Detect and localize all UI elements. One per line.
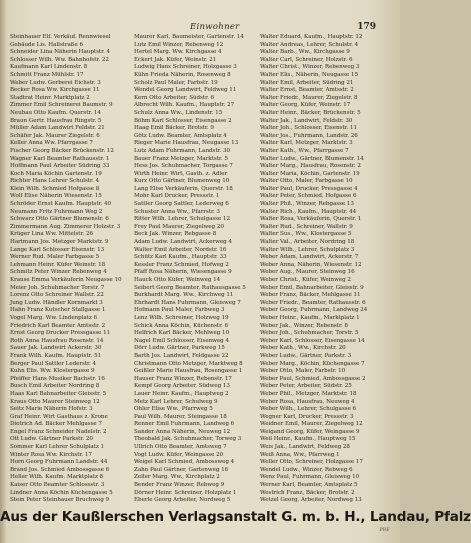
directory-entry: Weber Aug., Maurer, Steinweg 16 xyxy=(260,269,355,276)
footer-code: PRF xyxy=(379,527,390,533)
directory-entry: Frank Wilh. Kaufm. Hauptstr. 51 xyxy=(10,352,102,359)
directory-entry: Walter Rud., Schreiner, Wallstr. 9 xyxy=(260,223,353,230)
directory-entry: Lutz Adam Fuhrmann, Landstr. 30 xyxy=(134,147,231,154)
column-2 xyxy=(134,34,252,504)
directory-entry: Mohr Karl Drucker, Pressstr. 1 xyxy=(134,193,220,200)
directory-entry: Weber Adam, Landwirt, Ackerstr. 7 xyxy=(260,254,359,261)
directory-entry: Wirth Heinr. Wirt, Gasth. z. Adler xyxy=(134,170,228,177)
directory-entry: Hertel Marg. Ww. Kirchgasse 4 xyxy=(134,49,222,56)
directory-entry: Weber Christ., Küfer, Weinweg 2 xyxy=(260,277,351,283)
directory-entry: Frey Paul Maurer, Ziegelweg 20 xyxy=(134,223,224,230)
directory-entry: Weigel Karl Schmied, Ambossweg 4 xyxy=(134,459,235,466)
page-number: 179 xyxy=(357,22,376,32)
directory-entry: Lauer Heinr. Kaufm., Hauptweg 2 xyxy=(134,390,229,397)
directory-entry: Walter Elis., Näherin, Neugasse 15 xyxy=(260,71,358,78)
directory-entry: Hahn Franz Kutscher Stallgasse 1 xyxy=(10,307,106,314)
directory-entry: Weber Emil, Bahnarbeiter, Gleisstr. 9 xyxy=(260,284,364,291)
directory-entry: Krüger Lina Ww. Mittelstr. 26 xyxy=(10,231,93,238)
directory-entry: Metz Karl Lehrer, Schulweg 9 xyxy=(134,398,218,405)
directory-entry: Werner Karl, Beamter, Amtsplatz 5 xyxy=(260,482,358,489)
directory-entry: Weber Ludw. Gerberei Eichstr. 3 xyxy=(10,79,101,86)
directory-entry: Kempf Georg Arbeiter, Südweg 13 xyxy=(134,383,230,390)
directory-entry: Walter Val., Arbeiter, Nordring 18 xyxy=(260,239,355,246)
directory-entry: Sommer Karl Lehrer Schulplatz 1 xyxy=(10,444,105,451)
directory-entry: Stein Peter Steinhauer Bruchweg 9 xyxy=(10,497,109,504)
directory-entry: Neubau Otto Kaufm. Querstr. 14 xyxy=(10,109,101,116)
directory-entry: Christmann Otto Metzger, Marktweg 8 xyxy=(134,360,243,367)
directory-entry: Schwarz Otto Gärtner Blumenstr. 6 xyxy=(10,216,109,223)
directory-entry: Walter Carl, Schreiner, Holzstr. 6 xyxy=(260,56,353,63)
directory-entry: Rieger Marie Hausfrau, Neugasse 13 xyxy=(134,140,239,147)
directory-entry: Graf Heinr. Wirt Gasthaus z. Krone xyxy=(10,413,108,420)
directory-entry: Weidner Emil, Maurer, Ziegelweg 12 xyxy=(260,421,363,428)
directory-entry: Krause Emma Verkäuferin Neugasse 10 xyxy=(10,277,122,283)
directory-entry: Walter Friedr., Maurer, Ziegelstr. 8 xyxy=(260,94,358,101)
directory-entry: Braun Gertr. Hausfrau Ringstr. 5 xyxy=(10,117,102,124)
directory-entry: Lehmann Heinr. Küfer Weinstr. 18 xyxy=(10,261,106,268)
directory-entry: Renner Emil Fuhrmann, Landweg 6 xyxy=(134,421,235,428)
directory-entry: Schneider Lina Näherin Hauptstr. 4 xyxy=(10,49,111,56)
directory-entry: Hoffmann Paul Arbeiter Südring 33 xyxy=(10,163,110,170)
directory-entry: Walter Phil., Winzer, Rebgasse 13 xyxy=(260,201,354,208)
directory-entry: Weber Heinr., Kaufm., Marktplatz 1 xyxy=(260,314,360,321)
directory-entry: Zeller Marg. Ww., Kirchplatz 2 xyxy=(134,474,220,481)
directory-entry: Albrecht Wilh. Kaufm., Hauptstr. 27 xyxy=(134,102,235,109)
directory-entry: Gebäude Lis. Hallstraße 6 xyxy=(10,41,83,48)
directory-entry: Walter Peter, Schmied, Hofgasse 6 xyxy=(260,193,357,200)
directory-entry: Lorenz Otto Schreiner Wallstr. 22 xyxy=(10,292,104,299)
directory-entry: Jung Ludw. Händler Kornmarkt 3 xyxy=(10,299,103,306)
directory-entry: Horn Georg Fuhrmann Landstr. 44 xyxy=(10,459,108,466)
directory-entry: Kaiser Otto Beamter Schlossstr. 3 xyxy=(10,482,105,489)
directory-entry: Seitz Marie Näherin Hofstr. 3 xyxy=(10,406,93,413)
directory-entry: Ohler Elise Ww., Pfarrweg 5 xyxy=(134,406,213,413)
directory-entry: Walter Georg, Küfer, Weinstr. 17 xyxy=(260,102,351,109)
directory-entry: Seibert Georg Beamter, Rathausgasse 5 xyxy=(134,284,246,291)
directory-entry: Koch Maria Köchin Gartenstr. 19 xyxy=(10,170,102,177)
directory-entry: Schuster Anna Ww., Pfarrstr. 3 xyxy=(134,208,220,215)
directory-entry: Kurz Otto Gärtner, Blumenweg 10 xyxy=(134,178,230,185)
directory-entry: Neumann Fritz Fuhrmann Weg 2 xyxy=(10,208,103,215)
directory-entry: Theobald Jak. Schuhmacher, Torweg 3 xyxy=(134,436,242,443)
directory-entry: Weber Peter, Arbeiter, Südstr. 25 xyxy=(260,383,352,390)
directory-entry: Busch Emil Arbeiter Nordring 8 xyxy=(10,383,100,390)
directory-entry: Keller Anna Ww. Pfarrgasse 7 xyxy=(10,140,93,147)
directory-entry: Kühn Frieda Näherin, Rosenweg 8 xyxy=(134,71,231,78)
directory-entry: Walter Sus., Ww., Klostergasse 5 xyxy=(260,231,352,238)
directory-entry: Ritter Wilh. Lehrer, Schulgasse 12 xyxy=(134,216,230,223)
directory-entry: Pfeiffer Hans Musiker Bachstr. 16 xyxy=(10,375,105,382)
directory-entry: Weber Wilh., Lehrer, Schulgasse 6 xyxy=(260,406,356,413)
directory-entry: Weber Kath., Ww., Kirchstr. 20 xyxy=(260,345,346,352)
directory-entry: Zimmermann Aug. Zimmerer Holzstr. 3 xyxy=(10,223,121,230)
directory-entry: Walter Karl, Metzger, Marktstr. 3 xyxy=(260,140,353,147)
directory-entry: Lange Karl Schlosser Eisenstr. 13 xyxy=(10,246,105,253)
directory-entry: Wolf Elise Näherin Wiesenstr. 15 xyxy=(10,193,102,200)
directory-entry: Wagner Karl Beamter Rathausstr. 1 xyxy=(10,155,110,162)
directory-entry: Walter Ludw., Gärtner, Blumenstr. 14 xyxy=(260,155,364,162)
directory-entry: Walter Wilh., Lehrer, Schulplatz 3 xyxy=(260,246,355,253)
directory-entry: Weber Georg, Fuhrmann, Landweg 24 xyxy=(260,307,368,314)
directory-entry: Kuhn Elis. Ww. Klostergasse 9 xyxy=(10,368,95,375)
directory-entry: Schmitt Franz Mühlstr. 17 xyxy=(10,71,84,78)
directory-entry: Hess Jos. Schuhmacher, Torgasse 7 xyxy=(134,163,233,170)
directory-entry: Burkhardt Marg. Ww., Kirchweg 11 xyxy=(134,292,234,299)
directory-entry: Weller Otto, Schreiner, Holzgasse 17 xyxy=(260,459,363,466)
directory-entry: Walter Jos., Fuhrmann, Landstr. 26 xyxy=(260,132,358,139)
directory-entry: Walter Emil Arbeiter, Nordstr. 16 xyxy=(134,246,227,253)
directory-entry: Helfrich Karl Bäcker, Mehlweg 10 xyxy=(134,330,230,337)
directory-entry: Walter Eduard, Kaufm., Hauptstr. 12 xyxy=(260,34,363,40)
directory-entry: Nagel Emil Schlosser, Eisenweg 4 xyxy=(134,337,229,344)
directory-entry: Berger Paul Sattler Lederstr. 4 xyxy=(10,360,97,367)
directory-entry: Weber Jak., Winzer, Rebenstr. 8 xyxy=(260,322,348,329)
directory-entry: Walter Emil, Arbeiter, Südring 21 xyxy=(260,79,354,86)
directory-entry: Schmitz Peter Winzer Rebenweg 4 xyxy=(10,269,107,276)
directory-entry: Fischer Georg Bäcker Brückenstr. 12 xyxy=(10,147,114,154)
directory-entry: Vogt Ludw. Küfer, Weingasse 20 xyxy=(134,451,224,458)
directory-entry: Dietrich Ad. Bäcker Mehlgasse 7 xyxy=(10,421,102,428)
directory-entry: Weber Friedr., Beamter, Rathausstr. 6 xyxy=(260,299,366,306)
directory-entry: Weber Joh., Schuhmacher, Torstr. 5 xyxy=(260,330,359,337)
directory-entry: Richter Hans Lehrer Schulstr. 4 xyxy=(10,178,99,185)
directory-entry: Geißler Marie Hausfrau, Rosengasse 1 xyxy=(134,368,243,375)
directory-entry: Wenz Paul, Fuhrmann, Gleisweg 10 xyxy=(260,474,360,481)
directory-entry: Brand Jos. Schmied Ambossgasse 6 xyxy=(10,466,110,473)
directory-entry: Schäfer Jak. Maurer Ziegelstr. 6 xyxy=(10,132,100,139)
directory-entry: Winter Rosa Ww. Kirchstr. 17 xyxy=(10,451,92,458)
directory-entry: Zimmer Emil Schreinerei Baumstr. 9 xyxy=(10,102,113,109)
directory-entry: Walter Joh., Schlosser, Eisenstr. 11 xyxy=(260,125,358,132)
directory-entry: Walter Heinr., Bäcker, Brückenstr. 5 xyxy=(260,109,361,116)
directory-entry: Walter Rosa, Verkäuferin, Querstr. 1 xyxy=(260,216,362,223)
directory-entry: Werner Rud. Maler Farbgasse 5 xyxy=(10,254,100,261)
directory-entry: Scholz Paul Maler, Farbstr. 19 xyxy=(134,79,218,86)
directory-entry: Eckert Jak. Küfer, Weinstr. 21 xyxy=(134,56,217,63)
directory-entry: Hartmann Jos. Metzger Marktstr. 9 xyxy=(10,239,109,246)
directory-entry: Lang Elise Verkäuferin, Querstr. 18 xyxy=(134,185,233,192)
directory-entry: Schick Anna Köchin, Küchenstr. 6 xyxy=(134,322,229,329)
directory-entry: Zahn Paul Gärtner, Gartenweg 16 xyxy=(134,466,229,473)
column-3 xyxy=(260,34,378,504)
directory-entry: Adam Ludw. Landwirt, Ackerweg 4 xyxy=(134,239,232,246)
directory-entry: Weis Jak., Landwirt, Feldweg 28 xyxy=(260,444,350,451)
directory-entry: Ernst Georg Drucker Pressgasse 11 xyxy=(10,330,111,337)
directory-entry: Weber Marg., Köchin, Küchengasse 7 xyxy=(260,360,365,367)
directory-entry: Weber Rosa, Hausfrau, Neuweg 4 xyxy=(260,398,355,405)
directory-entry: Ehrhardt Hans Fuhrmann, Gleisweg 7 xyxy=(134,299,241,306)
directory-entry: Ullrich Otto Beamter, Amtsweg 7 xyxy=(134,444,227,451)
directory-entry: Ott Ludw. Gärtner Parkstr. 20 xyxy=(10,436,93,443)
directory-entry: Walter Jak., Landwirt, Feldstr. 30 xyxy=(260,117,353,124)
directory-entry: Walter Ernst, Beamter, Amtsstr. 2 xyxy=(260,87,354,94)
directory-entry: Hofmann Paul Maler, Farbweg 3 xyxy=(134,307,225,314)
directory-entry: Friedrich Karl Beamter Amtsstr. 2 xyxy=(10,322,106,329)
directory-entry: Walter Barb., Ww., Kirchgasse 9 xyxy=(260,49,350,56)
directory-entry: Schröder Ernst Kaufm. Hauptstr. 40 xyxy=(10,201,112,208)
directory-entry: Weiß Anna, Ww., Pfarrweg 1 xyxy=(260,451,340,458)
directory-entry: Stadtrat Heinr. Marktplatz 2 xyxy=(10,94,90,101)
directory-entry: Weber Karl, Schlosser, Eisengasse 14 xyxy=(260,337,365,344)
directory-entry: Walter Maria, Köchin, Gartenstr. 19 xyxy=(260,170,360,177)
directory-entry: Weber Ludw., Gärtner, Parkstr. 3 xyxy=(260,352,352,359)
directory-entry: Weber Paul, Schmied, Ambossgasse 2 xyxy=(260,375,366,382)
directory-entry: Walter Rich., Kaufm., Hauptstr. 44 xyxy=(260,208,357,215)
running-title: Einwohner xyxy=(190,22,240,32)
directory-entry: Weigand Georg, Küfer, Weingasse 9 xyxy=(260,428,360,435)
directory-entry: Roth Anna Hausfrau Rosenstr. 14 xyxy=(10,337,104,344)
directory-entry: Hauser Franz Winzer, Rebenstr. 17 xyxy=(134,375,232,382)
directory-entry: Sauer Jak. Landwirt Ackerstr. 30 xyxy=(10,345,102,352)
directory-entry: Müller Adam Landwirt Feldstr. 21 xyxy=(10,125,105,132)
directory-entry: Lenz Wilh. Schreiner, Holzweg 19 xyxy=(134,314,229,321)
page-spine-shadow xyxy=(0,0,6,543)
directory-entry: Schulz Anna Ww., Lindenstr. 15 xyxy=(134,109,223,116)
directory-entry: Schütz Karl Kaufm., Hauptstr. 33 xyxy=(134,254,227,261)
directory-entry: Sattler Georg Sattler, Lederweg 6 xyxy=(134,201,229,208)
directory-entry: Paul Wilh. Maurer, Steingasse 18 xyxy=(134,413,227,420)
directory-entry: Lutz Emil Winzer, Rebenweg 12 xyxy=(134,41,224,48)
directory-entry: Eberle Georg Arbeiter, Nordweg 5 xyxy=(134,497,231,504)
directory-entry: Weber Anna, Näherin, Wiesenstr. 12 xyxy=(260,261,362,268)
directory-entry: Lindner Anna Köchin Küchengasse 5 xyxy=(10,489,113,496)
directory-entry: Haas Karl Bahnarbeiter Gleisstr. 5 xyxy=(10,390,107,397)
directory-entry: Engel Franz Schneider Nadelstr. 2 xyxy=(10,428,107,435)
directory-entry: Meier Joh. Schuhmacher Torstr. 7 xyxy=(10,284,105,291)
directory-entry: Wegner Karl, Drucker, Pressstr. 3 xyxy=(260,413,354,420)
directory-entry: Sander Anna Näherin, Neuweg 12 xyxy=(134,428,231,435)
directory-entry: Barth Jos. Landwirt, Feldgasse 22 xyxy=(134,352,229,359)
directory-entry: Westrich Franz, Bäcker, Brotstr. 2 xyxy=(260,489,355,496)
directory-entry: Klein Wilh. Schmied Hofgasse 8 xyxy=(10,185,100,192)
directory-entry: Weber Phil., Metzger, Marktstr. 18 xyxy=(260,390,357,397)
directory-entry: Schlosser Wilh. Ww. Bahnhofstr. 22 xyxy=(10,56,109,63)
directory-entry: Dörner Heinr. Schreiner, Holzplatz 1 xyxy=(134,489,237,496)
directory-entry: Ludwig Hans Schreiner, Holzgasse 3 xyxy=(134,64,237,71)
directory-entry: Steinhauer Elf. Verkäuf. Rennwiesel xyxy=(10,34,111,40)
directory-entry: Heller Wilh. Kaufm. Marktplatz 8 xyxy=(10,474,103,481)
directory-entry: Maurer Karl, Baumeister, Gartenstr. 14 xyxy=(134,34,244,40)
directory-entry: Weber Franz, Bäcker, Mehlgasse 11 xyxy=(260,292,361,299)
directory-entry: Haag Emil Bäcker, Brotstr. 9 xyxy=(134,125,214,132)
directory-entry: Beck Jak. Winzer, Rebgasse 8 xyxy=(134,231,217,238)
directory-entry: Dörr Ludw. Gärtner, Parkweg 15 xyxy=(134,345,225,352)
directory-entry: Böhm Karl Schlosser, Eisengasse 2 xyxy=(134,117,232,124)
directory-entry: Kaufmann Karl Lindenstr. 8 xyxy=(10,64,88,71)
directory-entry: Kern Otto Arbeiter, Südstr. 6 xyxy=(134,94,215,101)
directory-entry: Wendel Ludw., Winzer, Rebweg 6 xyxy=(260,466,353,473)
directory-entry: Walter Otto, Maler, Farbgasse 10 xyxy=(260,178,353,185)
directory-entry: Kraus Otto Maurer Steinweg 12 xyxy=(10,398,100,405)
directory-entry: Wetzel Georg, Arbeiter, Nordweg 13 xyxy=(260,497,362,504)
directory-entry: Hauck Otto Küfer, Weinweg 14 xyxy=(134,277,221,283)
directory-entry: Vogel Marg. Ww. Lindenplatz 6 xyxy=(10,314,98,321)
directory-entry: Becker Rosa Ww. Kirchgasse 11 xyxy=(10,87,100,94)
directory-entry: Walter Kath., Ww., Pfarrgasse 7 xyxy=(260,147,349,154)
column-1 xyxy=(10,34,128,504)
directory-entry: Wendel Georg Landwirt, Feldweg 11 xyxy=(134,87,237,94)
directory-entry: Bauer Franz Metzger, Marktstr. 5 xyxy=(134,155,228,162)
directory-entry: Kessler Franz Schmied, Hofweg 2 xyxy=(134,261,229,268)
directory-entry: Walter Christ., Winzer, Rebenweg 3 xyxy=(260,64,360,71)
directory-entry: Walter Andreas, Lehrer, Schulstr. 4 xyxy=(260,41,359,48)
directory-entry: Weber Otto, Maler, Farbstr. 10 xyxy=(260,368,346,375)
directory-entry: Bender Franz Winzer, Rebweg 9 xyxy=(134,482,225,489)
directory-entry: Pfaff Rosa Näherin, Wiesengasse 9 xyxy=(134,269,232,276)
directory-entry: Walter Marg., Hausfrau, Rosenstr. 2 xyxy=(260,163,361,170)
publisher-footer: Aus der Kaußlerschen Verlagsanstalt G. m. b. H., Landau, Pfalz xyxy=(0,509,471,525)
directory-entry: Götz Ludw. Beamter, Amtsplatz 4 xyxy=(134,132,227,139)
directory-entry: Walter Paul, Drucker, Pressgasse 4 xyxy=(260,185,358,192)
directory-entry: Weil Heinr., Kaufm., Hauptweg 15 xyxy=(260,436,356,443)
